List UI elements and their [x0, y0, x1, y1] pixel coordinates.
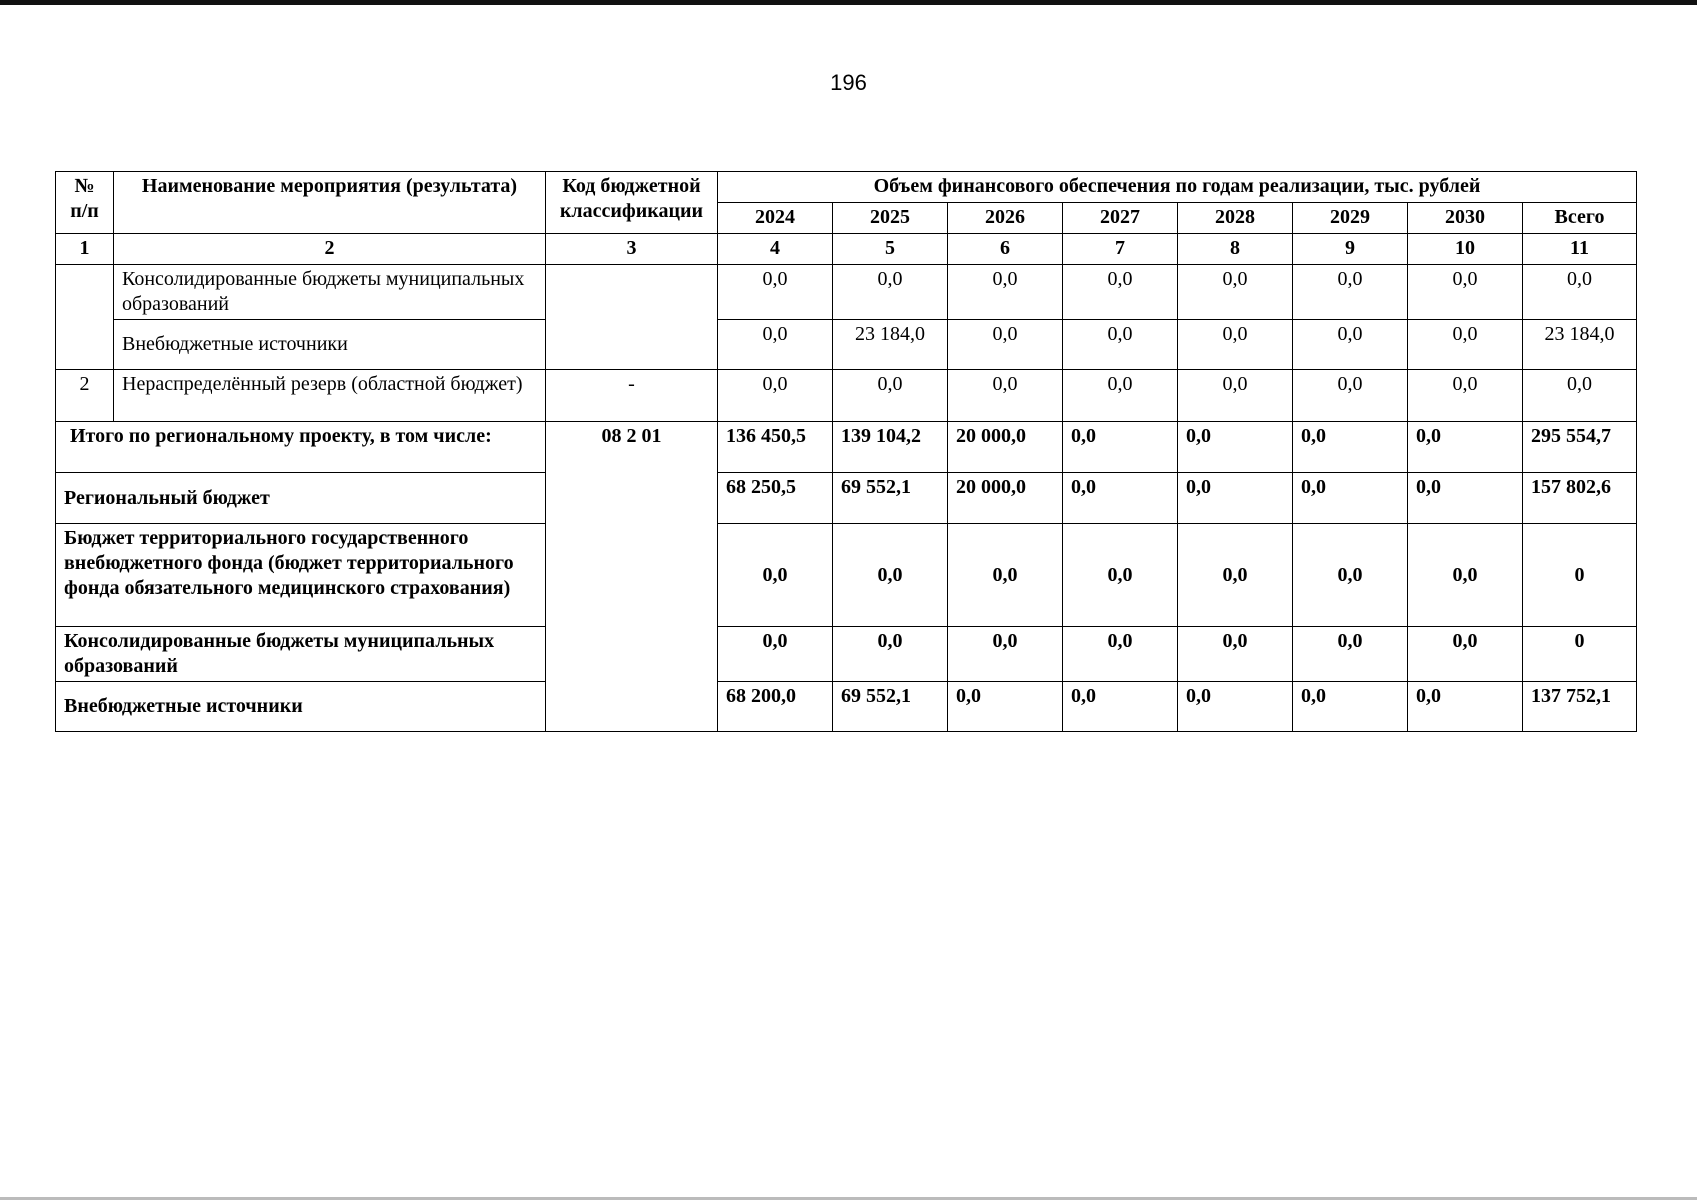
column-number: 10 — [1408, 234, 1523, 265]
header-code: Код бюджетной классификации — [546, 172, 718, 234]
row-code: - — [546, 370, 718, 422]
value-cell: 139 104,2 — [833, 422, 948, 473]
value-cell: 0,0 — [1063, 320, 1178, 370]
value-cell: 0,0 — [1063, 370, 1178, 422]
total-code: 08 2 01 — [546, 422, 718, 732]
value-cell: 20 000,0 — [948, 422, 1063, 473]
total-row — [56, 473, 1637, 524]
value-cell: 0 — [1523, 524, 1637, 627]
header-year-2027: 2027 — [1063, 203, 1178, 234]
value-cell: 0,0 — [1178, 320, 1293, 370]
value-cell: 295 554,7 — [1523, 422, 1637, 473]
header-no: № п/п — [56, 172, 114, 234]
total-row — [56, 627, 1637, 682]
value-cell: 0,0 — [1293, 524, 1408, 627]
value-cell: 0,0 — [718, 265, 833, 320]
value-cell: 0,0 — [1293, 320, 1408, 370]
value-cell: 68 200,0 — [718, 682, 833, 732]
value-cell: 20 000,0 — [948, 473, 1063, 524]
column-number: 2 — [114, 234, 546, 265]
column-number-row — [56, 234, 1637, 265]
total-row-name: Итого по региональному проекту, в том числе: — [56, 422, 546, 473]
value-cell: 0,0 — [1178, 524, 1293, 627]
value-cell: 0,0 — [718, 370, 833, 422]
value-cell: 0,0 — [948, 320, 1063, 370]
value-cell: 0,0 — [718, 320, 833, 370]
table-row — [56, 320, 1637, 370]
value-cell: 0,0 — [1408, 627, 1523, 682]
column-number: 1 — [56, 234, 114, 265]
value-cell: 0,0 — [948, 682, 1063, 732]
value-cell: 0,0 — [1408, 473, 1523, 524]
column-number: 7 — [1063, 234, 1178, 265]
value-cell: 0,0 — [1523, 265, 1637, 320]
column-number: 4 — [718, 234, 833, 265]
row-name: Нераспределённый резерв (областной бюджет) — [114, 370, 546, 422]
value-cell: 0,0 — [718, 524, 833, 627]
value-cell: 68 250,5 — [718, 473, 833, 524]
value-cell: 0,0 — [1063, 627, 1178, 682]
value-cell: 0,0 — [1063, 265, 1178, 320]
column-number: 5 — [833, 234, 948, 265]
total-row-name: Внебюджетные источники — [56, 682, 546, 732]
value-cell: 0,0 — [1408, 265, 1523, 320]
value-cell: 0,0 — [833, 265, 948, 320]
row-name: Консолидированные бюджеты муниципальных образований — [114, 265, 546, 320]
value-cell: 0,0 — [1408, 422, 1523, 473]
column-number: 3 — [546, 234, 718, 265]
column-number: 6 — [948, 234, 1063, 265]
header-funding: Объем финансового обеспечения по годам реализации, тыс. рублей — [718, 172, 1637, 203]
value-cell: 0,0 — [1063, 524, 1178, 627]
value-cell: 0,0 — [1408, 524, 1523, 627]
value-cell: 23 184,0 — [833, 320, 948, 370]
column-number: 11 — [1523, 234, 1637, 265]
value-cell: 0,0 — [1178, 627, 1293, 682]
value-cell: 0 — [1523, 627, 1637, 682]
row-name: Внебюджетные источники — [114, 320, 546, 370]
row-number-cell — [56, 265, 114, 370]
value-cell: 0,0 — [833, 524, 948, 627]
table-row — [56, 370, 1637, 422]
value-cell: 0,0 — [1063, 473, 1178, 524]
header-name: Наименование мероприятия (результата) — [114, 172, 546, 234]
value-cell: 0,0 — [1293, 265, 1408, 320]
total-row-name: Региональный бюджет — [56, 473, 546, 524]
value-cell: 0,0 — [1408, 682, 1523, 732]
header-year-2029: 2029 — [1293, 203, 1408, 234]
value-cell: 69 552,1 — [833, 473, 948, 524]
header-year-2024: 2024 — [718, 203, 833, 234]
header-year-2030: 2030 — [1408, 203, 1523, 234]
value-cell: 0,0 — [948, 627, 1063, 682]
value-cell: 0,0 — [1063, 682, 1178, 732]
value-cell: 0,0 — [1293, 370, 1408, 422]
value-cell: 157 802,6 — [1523, 473, 1637, 524]
total-row-name: Консолидированные бюджеты муниципальных образований — [56, 627, 546, 682]
value-cell: 23 184,0 — [1523, 320, 1637, 370]
total-row — [56, 422, 1637, 473]
top-border — [0, 0, 1697, 5]
value-cell: 0,0 — [948, 265, 1063, 320]
header-year-2025: 2025 — [833, 203, 948, 234]
value-cell: 0,0 — [1178, 473, 1293, 524]
header-total: Всего — [1523, 203, 1637, 234]
row-code — [546, 265, 718, 370]
value-cell: 0,0 — [1178, 682, 1293, 732]
header-year-2028: 2028 — [1178, 203, 1293, 234]
value-cell: 0,0 — [1293, 473, 1408, 524]
total-row-name: Бюджет территориального государственного внебюджетного фонда (бюджет территориального фонда обязательного медицинского страхования) — [56, 524, 546, 627]
column-number: 8 — [1178, 234, 1293, 265]
column-number: 9 — [1293, 234, 1408, 265]
row-number: 2 — [56, 370, 114, 422]
value-cell: 0,0 — [1178, 265, 1293, 320]
page-number: 196 — [830, 70, 867, 95]
funding-table — [55, 171, 1637, 732]
total-row — [56, 682, 1637, 732]
value-cell: 0,0 — [1523, 370, 1637, 422]
value-cell: 0,0 — [1408, 320, 1523, 370]
value-cell: 0,0 — [1293, 627, 1408, 682]
value-cell: 0,0 — [718, 627, 833, 682]
value-cell: 0,0 — [1293, 422, 1408, 473]
table-row — [56, 265, 1637, 320]
header-year-2026: 2026 — [948, 203, 1063, 234]
value-cell: 0,0 — [1408, 370, 1523, 422]
value-cell: 69 552,1 — [833, 682, 948, 732]
value-cell: 0,0 — [833, 627, 948, 682]
value-cell: 0,0 — [833, 370, 948, 422]
value-cell: 0,0 — [1293, 682, 1408, 732]
total-row — [56, 524, 1637, 627]
value-cell: 136 450,5 — [718, 422, 833, 473]
value-cell: 0,0 — [1178, 370, 1293, 422]
value-cell: 0,0 — [948, 370, 1063, 422]
value-cell: 0,0 — [1063, 422, 1178, 473]
value-cell: 0,0 — [1178, 422, 1293, 473]
value-cell: 0,0 — [948, 524, 1063, 627]
value-cell: 137 752,1 — [1523, 682, 1637, 732]
